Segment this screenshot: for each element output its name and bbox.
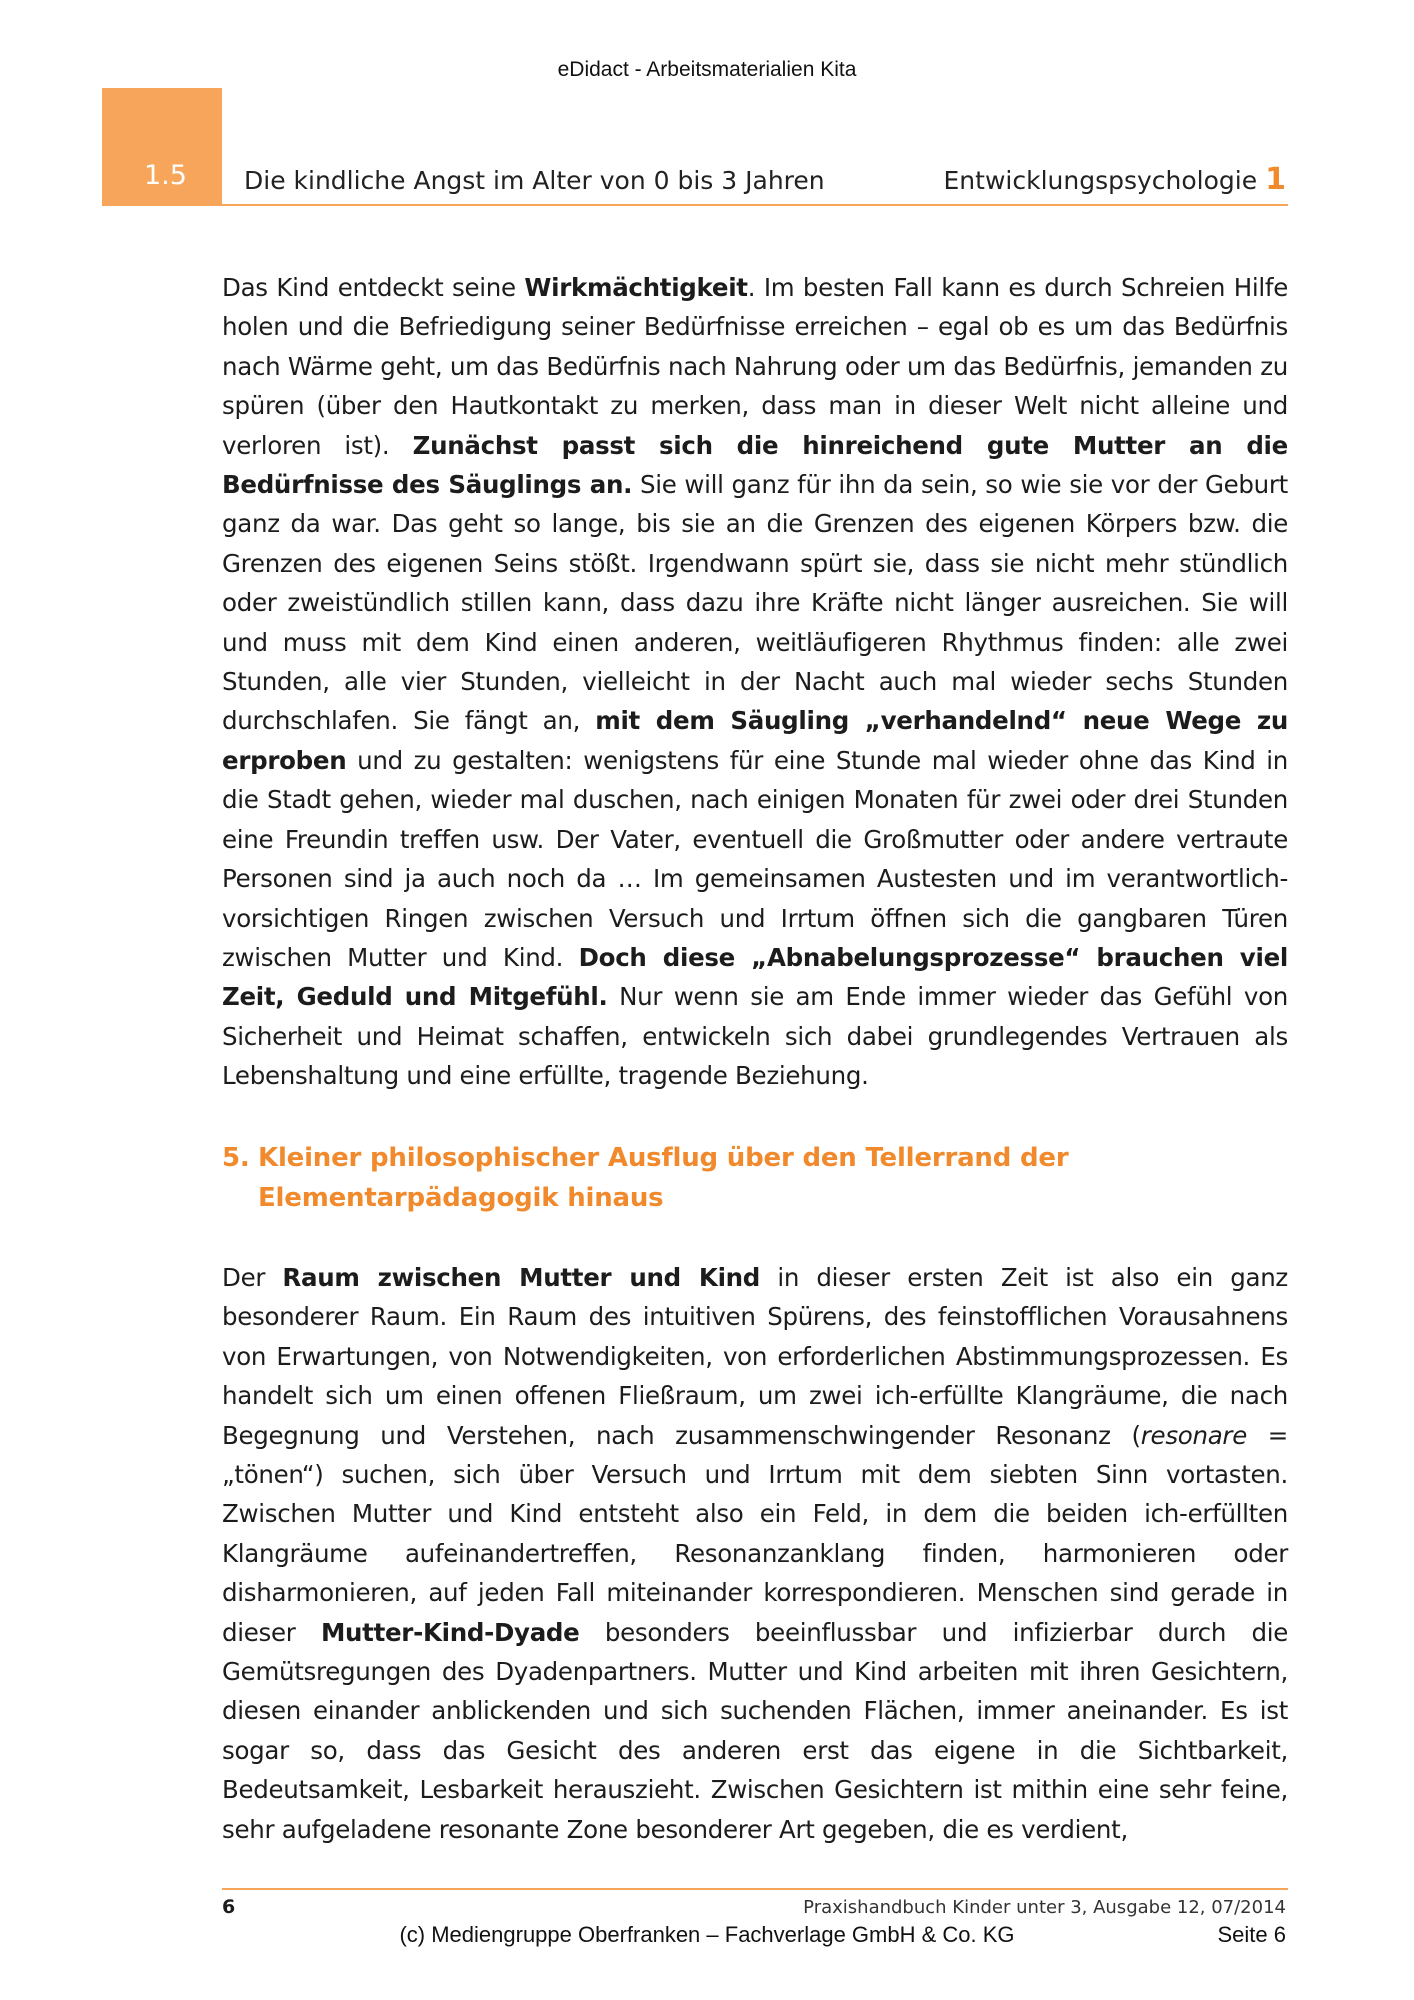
section-heading-line-1: Kleiner philosophischer Ausflug über den Tellerrand der <box>258 1143 1069 1173</box>
section-number: 1.5 <box>144 160 187 191</box>
bold-run: Raum zwischen Mutter und Kind <box>282 1263 761 1292</box>
text-run: besonders beeinflussbar und infizierbar durch die Gemütsregungen des Dyadenpartners. Mutter und Kind arbeiten mit ihren Gesichtern, diesen einander anblickenden und sich suchenden Flächen, immer aneinander. Es ist sogar so, dass das Gesicht des anderen erst das eigene in die Sichtbarkeit, Bedeutsamkeit, Lesbarkeit herauszieht. Zwischen Gesichtern ist mithin eine sehr feine, sehr aufgeladene resonante Zone besonderer Art gegeben, die es verdient, <box>222 1617 1288 1844</box>
bold-run: Mutter-Kind-Dyade <box>320 1617 580 1647</box>
footer-source: Praxishandbuch Kinder unter 3, Ausgabe 12, 07/2014 <box>803 1897 1286 1918</box>
paragraph-2 <box>222 1258 1288 1849</box>
italic-run: resonare <box>1140 1420 1247 1450</box>
section-heading-number: 5. <box>222 1143 250 1173</box>
text-run: Sie will ganz für ihn da sein, so wie sie vor der Geburt ganz da war. Das geht so lange, bis sie an die Grenzen des eigenen Körpers bzw. die Grenzen des eigenen Seins stößt. Irgendwann spürt sie, dass sie nicht mehr stündlich oder zweistündlich stillen kann, dass dazu ihre Kräfte nicht länger ausreichen. Sie will und muss mit dem Kind einen anderen, weitläufigeren Rhythmus finden: alle zwei Stunden, alle vier Stunden, vielleicht in der Nacht auch mal wieder sechs Stunden durchschlafen. Sie fängt an, <box>222 470 1288 736</box>
bold-run: Wirkmächtigkeit <box>524 273 748 302</box>
text-run: = „tönen“) suchen, sich über Versuch und Irrtum mit dem siebten Sinn vortasten. Zwischen Mutter und Kind entsteht also ein Feld, in dem die beiden ich-erfüllten Klangräume aufeinandertreffen, Resonanzanklang finden, harmonieren oder disharmonieren, auf jeden Fall miteinander korrespondieren. Menschen sind gerade in dieser <box>222 1420 1289 1647</box>
paragraph-1 <box>222 268 1288 1096</box>
category-text: Entwicklungspsychologie <box>943 166 1258 195</box>
text-run: . Im besten Fall kann es durch Schreien Hilfe holen und die Befriedigung seiner Bedürfnisse erreichen – egal ob es um das Bedürfnis nach Wärme geht, um das Bedürfnis nach Nahrung oder um das Bedürfnis, jemanden zu spüren (über den Hautkontakt zu merken, dass man in dieser Welt nicht alleine und verloren ist). <box>222 273 1289 460</box>
document-banner: eDidact - Arbeitsmaterialien Kita <box>557 58 857 81</box>
section-heading <box>222 1138 1288 1218</box>
category-number: 1 <box>1265 162 1286 197</box>
text-run: und zu gestalten: wenigstens für eine Stunde mal wieder ohne das Kind in die Stadt gehen, wieder mal duschen, nach einigen Monaten für zwei oder drei Stunden eine Freundin treffen usw. Der Vater, eventuell die Großmutter oder andere vertraute Personen sind ja auch noch da … Im gemeinsamen Austesten und im verantwortlich-vorsichtigen Ringen zwischen Versuch und Irrtum öffnen sich die gangbaren Türen zwischen Mutter und Kind. <box>222 745 1288 972</box>
page-number: 6 <box>222 1896 236 1918</box>
text-run: Nur wenn sie am Ende immer wieder das Gefühl von Sicherheit und Heimat schaffen, entwickeln sich dabei grundlegendes Vertrauen als Lebenshaltung und eine erfüllte, tragende Beziehung. <box>222 982 1289 1091</box>
category-label <box>944 162 1286 197</box>
footer-divider <box>222 1888 1288 1890</box>
chapter-title: Die kindliche Angst im Alter von 0 bis 3 Jahren <box>244 166 825 195</box>
bold-run: Zunächst passt sich die hinreichend gute Mutter an die Bedürfnisse des Säuglings an. <box>222 430 1288 500</box>
header-divider <box>222 204 1288 206</box>
text-run: Das Kind entdeckt seine <box>222 273 525 302</box>
copyright-notice: (c) Mediengruppe Oberfranken – Fachverlage GmbH & Co. KG <box>399 1922 1015 1947</box>
bold-run: mit dem Säugling „verhandelnd“ neue Wege zu erproben <box>222 706 1289 775</box>
section-heading-line-2: Elementarpädagogik hinaus <box>258 1183 664 1213</box>
bold-run: Doch diese „Abnabelungsprozesse“ brauchen viel Zeit, Geduld und Mitgefühl. <box>222 942 1288 1012</box>
text-run: Der <box>222 1263 283 1292</box>
text-run: in dieser ersten Zeit ist also ein ganz besonderer Raum. Ein Raum des intuitiven Spürens, des feinstofflichen Vorausahnens von Erwartungen, von Notwendigkeiten, von erforderlichen Abstimmungsprozessen. Es handelt sich um einen offenen Fließraum, um zwei ich-erfüllte Klangräume, die nach Begegnung und Verstehen, nach zusammenschwingender Resonanz ( <box>222 1263 1288 1450</box>
page-label: Seite 6 <box>1217 1922 1286 1947</box>
